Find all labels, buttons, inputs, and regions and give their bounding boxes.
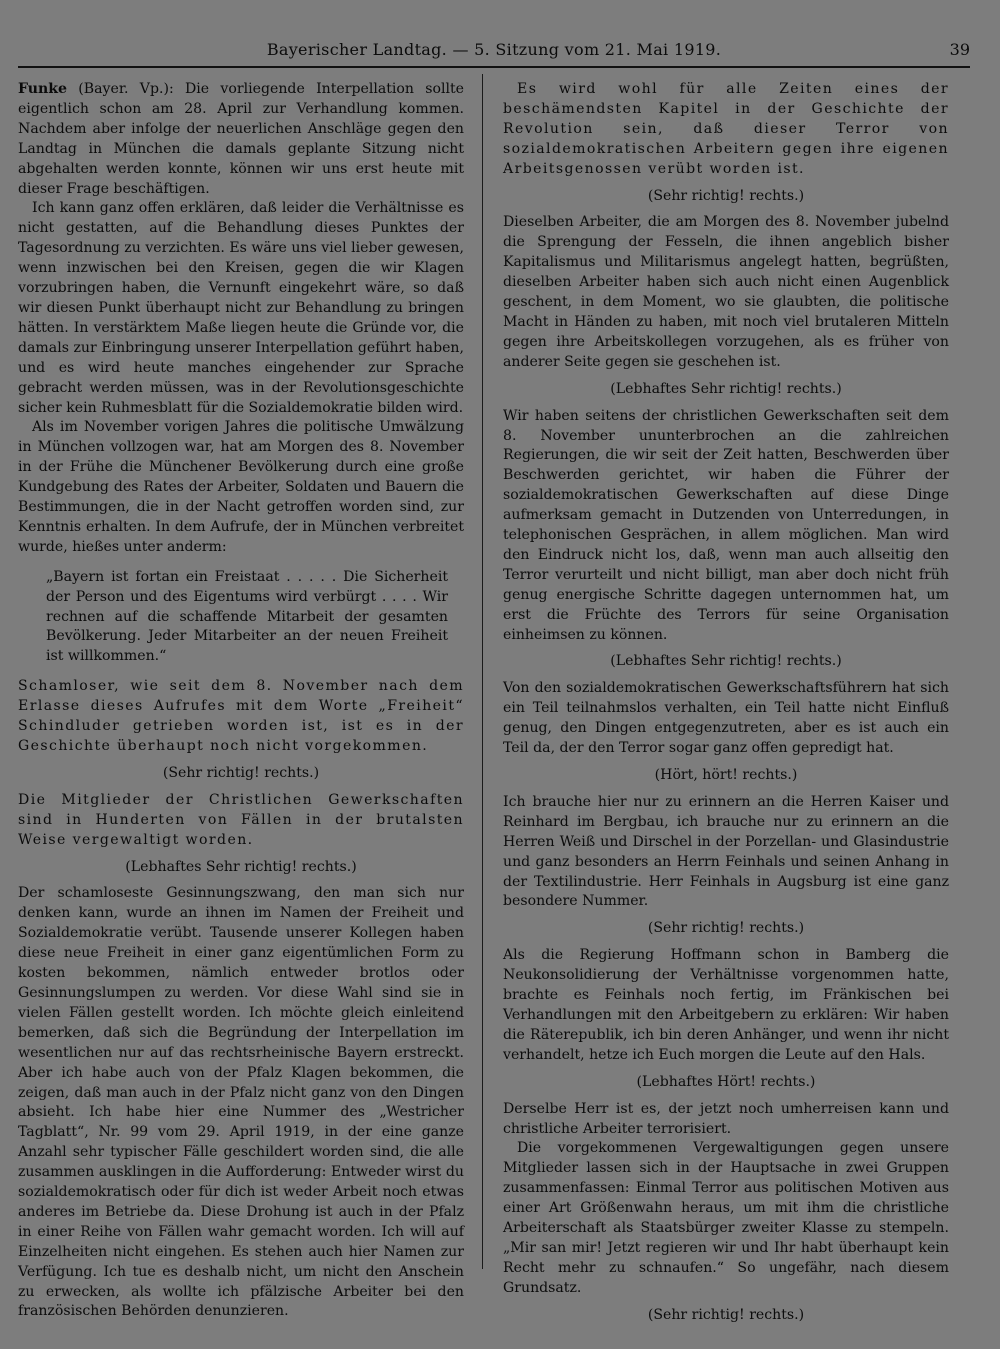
paragraph: Der schamloseste Gesinnungszwang, den man sich nur denken kann, wurde an ihnen im Namen der Freiheit und Sozialdemokratie verübt. Tausende unserer Kollegen haben diese neue Freiheit in einer ganz eigentümlichen Form zu kosten bekommen, nämlich entweder brotlos oder Gesinnungslumpen zu werden. Vor diese Wahl sind sie in vielen Fällen gestellt worden. Ich möchte gleich einleitend bemerken, daß sich die Begründung der Interpellation im wesentlichen nur auf das rechtsrheinische Bayern erstreckt. Aber ich habe auch von der Pfalz Klagen bekommen, die zeigen, daß man auch in der Pfalz nicht ganz von den Dingen absieht. Ich habe hier eine Nummer des „Westricher Tagblatt“, Nr. 99 vom 29. April 1919, in der eine ganze Anzahl sehr typischer Fälle geschildert worden sind, die alle zusammen ausklingen in die Aufforderung: Entweder wirst du sozialdemokratisch oder für dich ist weder Arbeit noch etwas anderes im Betriebe da. Diese Drohung ist auch in der Pfalz in einer Reihe von Fällen wahr gemacht worden. Ich will auf Einzelheiten nicht eingehen. Es stehen auch hier Namen zur Verfügung. Ich tue es deshalb nicht, um nicht den Anschein zu erwecken, als wollte ich pfälzische Arbeiter bei den französischen Behörden denunzieren. [18, 885, 464, 1320]
speaker-opening: (Bayer. Vp.): Die vorliegende Interpellation sollte eigentlich schon am 28. April zur Verhandlung kommen. Nachdem aber infolge der neuerlichen Anschläge gegen den Landtag in München die damals geplante Sitzung nicht abgehalten werden konnte, können wir uns erst heute mit dieser Frage beschäftigen. [18, 81, 464, 197]
paragraph: Wir haben seitens der christlichen Gewerkschaften seit dem 8. November ununterbrochen an die zahlreichen Regierungen, die wir seit der Zeit hatten, Beschwerden über Beschwerden gerichtet, wir haben die Führer der sozialdemokratischen Gewerkschaften auf diese Dinge aufmerksam gemacht in Dutzenden von Unterredungen, in telephonischen Gesprächen, in allem möglichen. Man wird den Eindruck nicht los, daß, wenn man auch allseitig den Terror verurteilt und nicht billigt, man aber doch nicht früh genug energische Schritte dagegen unternommen hat, um erst die Früchte des Terrors für seine Organisation einheimsen zu können. [503, 407, 949, 643]
paragraph: Als im November vorigen Jahres die politische Umwälzung in München vollzogen war, hat am Morgen des 8. November in der Frühe die Münchener Bevölkerung durch eine große Kundgebung des Rates der Arbeiter, Soldaten und Bauern die Bestimmungen, die in der Nacht getroffen worden sind, zur Kenntnis erhalten. In dem Aufrufe, der in München verbreitet wurde, hießes unter anderm: [18, 419, 464, 555]
right-column [503, 80, 949, 1333]
paragraph: Ich kann ganz offen erklären, daß leider die Verhältnisse es nicht gestatten, auf die Behandlung dieses Punktes der Tagesordnung zu verzichten. Es wäre uns viel lieber gewesen, wenn inzwischen bei den Kreisen, gegen die wir Klagen vorzubringen haben, die Vernunft eingekehrt wäre, so daß wir diesen Punkt überhaupt nicht zur Behandlung zu bringen hätten. In verstärktem Maße liegen heute die Gründe vor, die damals zur Einbringung unserer Interpellation geführt haben, und es wird heute manches eingehender zur Sprache gebracht werden müssen, was in der Revolutionsgeschichte sicher kein Ruhmesblatt für die Sozialdemokratie bilden wird. [18, 200, 464, 416]
interjection: (Lebhaftes Sehr richtig! rechts.) [125, 858, 357, 875]
interjection: (Sehr richtig! rechts.) [647, 1306, 805, 1323]
interjection: (Lebhaftes Sehr richtig! rechts.) [610, 653, 842, 670]
paragraph [18, 80, 464, 199]
paragraph: Dieselben Arbeiter, die am Morgen des 8. November jubelnd die Sprengung der Fesseln, die ihnen angeblich bisher Kapitalismus und Militarismus angelegt hatten, begrüßten, dieselben Arbeiter haben sich auch nicht einen Augenblick geschent, in dem Moment, wo sie glaubten, die politische Macht in Händen zu haben, mit noch viel brutaleren Mitteln gegen ihre Arbeitskollegen vorzugehen, als es früher von anderer Seite gegen sie geschehen ist. [503, 214, 949, 370]
paragraph: Ich brauche hier nur zu erinnern an die Herren Kaiser und Reinhard im Bergbau, ich brauche nur zu erinnern an die Herren Weiß und Dirschel in der Porzellan- und Glasindustrie und ganz besonders an Herrn Feinhals und seinen Anhang in der Textilindustrie. Herr Feinhals in Augsburg ist eine ganz besondere Nummer. [503, 793, 949, 910]
paragraph: Es wird wohl für alle Zeiten eines der beschämendsten Kapitel in der Geschichte der Revolution sein, daß dieser Terror von sozialdemokratischen Arbeitern gegen ihre eigenen Arbeitsgenossen verübt worden ist. [503, 81, 949, 177]
paragraph: Von den sozialdemokratischen Gewerkschaftsführern hat sich ein Teil teilnahmslos verhalten, ein Teil hatte nicht Einfluß genug, den Dingen entgegenzutreten, aber es ist auch ein Teil da, der den Terror sogar ganz offen gepredigt hat. [503, 680, 949, 757]
paragraph: Die vorgekommenen Vergewaltigungen gegen unsere Mitglieder lassen sich in der Hauptsache in zwei Gruppen zusammenfassen: Einmal Terror aus politischen Motiven aus einer Art Größenwahn heraus, um mit ihm die christliche Arbeiterschaft als Staatsbürger zweiter Klasse zu stempeln. „Mir san mir! Jetzt regieren wir und Ihr habt überhaupt kein Recht mehr zu schnaufen.“ So ungefähr, nach diesem Grundsatz. [503, 1140, 949, 1296]
paragraph: Als die Regierung Hoffmann schon in Bamberg die Neukonsolidierung der Verhältnisse vorgenommen hatte, brachte es Feinhals noch fertig, im Fränkischen bei Verhandlungen mit den Arbeitgebern zu erklären: Wir haben die Räterepublik, ich bin deren Anhänger, und wenn ihr nicht verhandelt, hetze ich Euch morgen die Leute auf den Hals. [503, 947, 949, 1063]
paragraph: Derselbe Herr ist es, der jetzt noch umherreisen kann und christliche Arbeiter terrorisiert. [503, 1100, 949, 1137]
page-number: 39 [949, 40, 970, 59]
left-column [18, 80, 464, 1322]
running-title: Bayerischer Landtag. — 5. Sitzung vom 21. Mai 1919. [266, 40, 722, 59]
interjection: (Sehr richtig! rechts.) [162, 764, 320, 781]
paragraph: Die Mitglieder der Christlichen Gewerkschaften sind in Hunderten von Fällen in der brutalsten Weise vergewaltigt worden. [18, 791, 464, 848]
interjection: (Sehr richtig! rechts.) [647, 920, 805, 937]
interjection: (Sehr richtig! rechts.) [647, 187, 805, 204]
interjection: (Hört, hört! rechts.) [654, 767, 798, 783]
interjection: (Lebhaftes Sehr richtig! rechts.) [610, 380, 842, 397]
speaker-name: Funke [18, 81, 67, 97]
column-divider [482, 74, 483, 1269]
interjection: (Lebhaftes Hört! rechts.) [636, 1073, 816, 1090]
page-header [18, 40, 970, 68]
paragraph: Schamloser, wie seit dem 8. November nach dem Erlasse dieses Aufrufes mit dem Worte „Freiheit“ Schindluder getrieben worden ist, ist es in der Geschichte überhaupt noch nicht vorgekommen. [18, 678, 464, 754]
block-quote: „Bayern ist fortan ein Freistaat . . . . . Die Sicherheit der Person und des Eigentums wird verbürgt . . . . Wir rechnen auf die schaffende Mitarbeit der gesamten Bevölkerung. Jeder Mitarbeiter an der neuen Freiheit ist willkommen.“ [46, 568, 448, 665]
